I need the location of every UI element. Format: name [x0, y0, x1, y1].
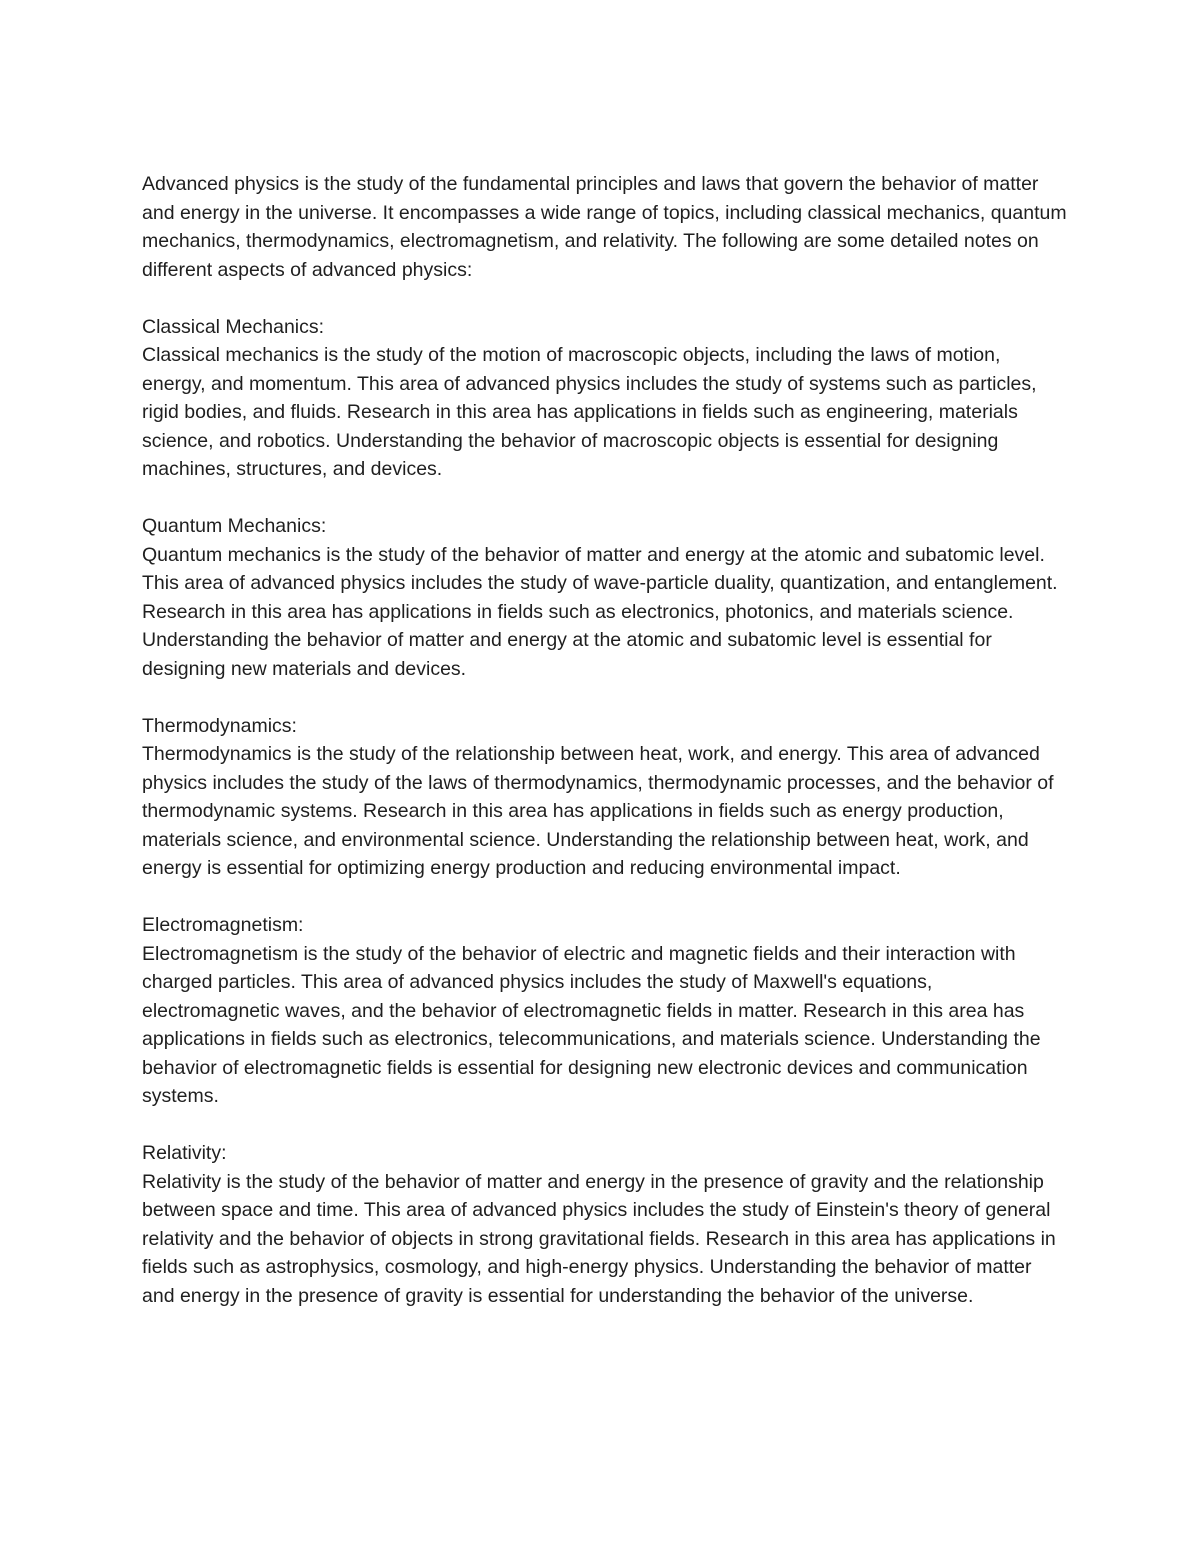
section-thermodynamics: [142, 712, 1067, 883]
section-body: Thermodynamics is the study of the relationship between heat, work, and energy. This area of advanced physics includes the study of the laws of thermodynamics, thermodynamic processes, and the behavior of thermodynamic systems. Research in this area has applications in fields such as energy production, materials science, and environmental science. Understanding the relationship between heat, work, and energy is essential for optimizing energy production and reducing environmental impact.: [142, 743, 1054, 879]
section-heading: Electromagnetism:: [142, 914, 304, 936]
section-quantum-mechanics: [142, 512, 1067, 683]
section-electromagnetism: [142, 911, 1067, 1111]
section-body: Relativity is the study of the behavior of matter and energy in the presence of gravity and the relationship between space and time. This area of advanced physics includes the study of Einstein's theory of general relativity and the behavior of objects in strong gravitational fields. Research in this area has applications in fields such as astrophysics, cosmology, and high-energy physics. Understanding the behavior of matter and energy in the presence of gravity is essential for understanding the behavior of the universe.: [142, 1170, 1056, 1307]
section-heading: Quantum Mechanics:: [142, 515, 327, 537]
section-body: Classical mechanics is the study of the motion of macroscopic objects, including the laws of motion, energy, and momentum. This area of advanced physics includes the study of systems such as particles, rigid bodies, and fluids. Research in this area has applications in fields such as engineering, materials science, and robotics. Understanding the behavior of macroscopic objects is essential for designing machines, structures, and devices.: [142, 344, 1037, 480]
paragraph-gap: [142, 484, 1067, 513]
paragraph-gap: [142, 284, 1067, 313]
section-heading: Relativity:: [142, 1142, 227, 1164]
section-relativity: [142, 1139, 1067, 1310]
section-classical-mechanics: [142, 313, 1067, 484]
section-heading: Classical Mechanics:: [142, 315, 325, 338]
section-body: Electromagnetism is the study of the behavior of electric and magnetic fields and their interaction with charged particles. This area of advanced physics includes the study of Maxwell's equations, electromagnetic waves, and the behavior of electromagnetic fields in matter. Research in this area has applications in fields such as electronics, telecommunications, and materials science. Understanding the behavior of electromagnetic fields is essential for designing new electronic devices and communication systems.: [142, 942, 1041, 1107]
section-heading: Thermodynamics:: [142, 714, 297, 737]
paragraph-gap: [142, 1111, 1067, 1140]
intro-paragraph: Advanced physics is the study of the fundamental principles and laws that govern the behavior of matter and energy in the universe. It encompasses a wide range of topics, including classical mechanics, quantum mechanics, thermodynamics, electromagnetism, and relativity. The following are some detailed notes on different aspects of advanced physics:: [142, 173, 1067, 281]
paragraph-gap: [142, 883, 1067, 912]
paragraph-gap: [142, 683, 1067, 712]
document-body: [142, 170, 1067, 1310]
section-body: Quantum mechanics is the study of the behavior of matter and energy at the atomic and subatomic level. This area of advanced physics includes the study of wave-particle duality, quantization, and entanglement. Research in this area has applications in fields such as electronics, photonics, and materials science. Understanding the behavior of matter and energy at the atomic and subatomic level is essential for designing new materials and devices.: [142, 543, 1058, 680]
